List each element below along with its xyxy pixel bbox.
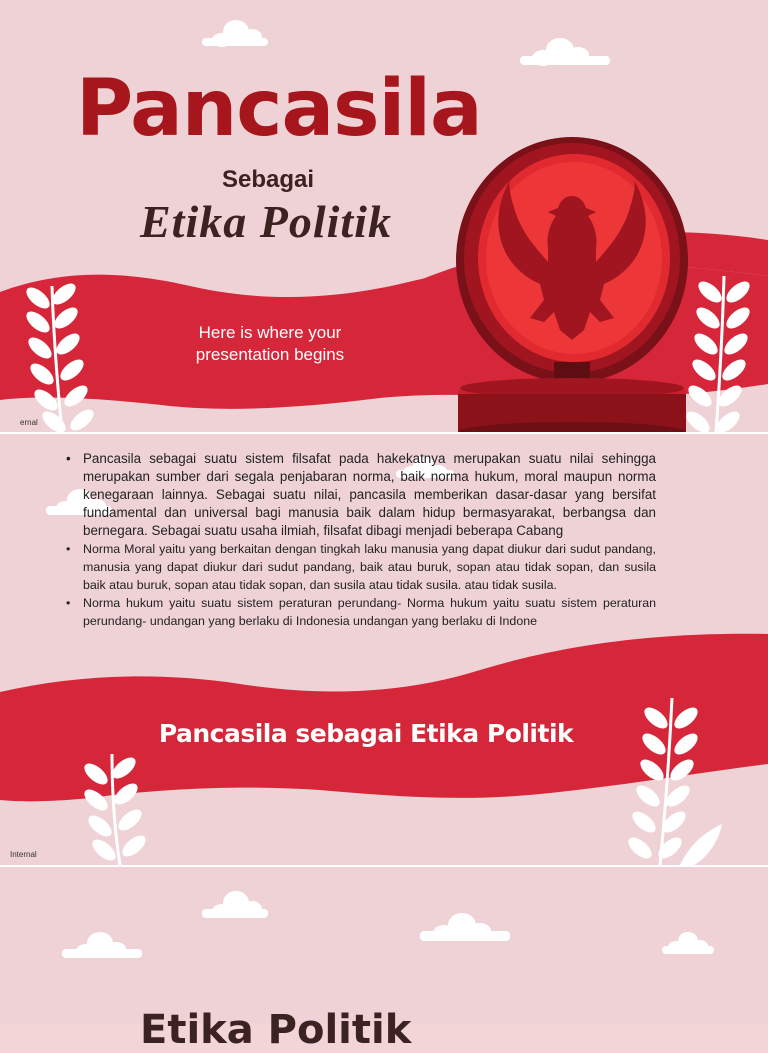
cloud-decoration xyxy=(62,932,142,958)
cloud-decoration xyxy=(202,891,268,918)
classification-tag: ernal xyxy=(20,418,38,427)
garuda-emblem-icon xyxy=(456,137,688,442)
banner-title: Pancasila sebagai Etika Politik xyxy=(158,719,574,748)
title-sebagai: Sebagai xyxy=(222,166,315,193)
slide-2 xyxy=(0,434,768,865)
slide-1 xyxy=(0,0,768,432)
cloud-decoration xyxy=(202,20,268,47)
cloud-decoration xyxy=(520,38,610,66)
bullet-item: • Norma hukum yaitu suatu sistem peraturan perundang- Norma hukum yaitu suatu sistem peraturan perundang- undangan yang berlaku di Indonesia undangan yang berlaku di Indone xyxy=(66,594,656,630)
cloud-decoration xyxy=(420,913,510,941)
title-etika-politik: Etika Politik xyxy=(140,196,392,247)
classification-tag: Internal xyxy=(10,850,37,859)
page-title: Pancasila xyxy=(76,64,482,154)
slide-subtitle: Here is where your presentation begins xyxy=(195,323,345,364)
slide-3-title: Etika Politik xyxy=(140,1007,412,1053)
bullet-item: • Pancasila sebagai suatu sistem filsafat pada hakekatnya merupakan suatu nilai sehingga merupakan sumber dari segala penjabaran norma, baik norma hukum, moral maupun norma kenegaraan lainnya. Sebagai suatu nilai, pancasila memberikan dasar-dasar yang bersifat fundamental dan universal bagi manusia baik dalam hidup bermasyarakat, berbangsa dan bernegara. Sebagai suatu usaha ilmiah, filsafat dibagi menjadi beberapa Cabang xyxy=(66,450,656,540)
slide-3-background xyxy=(0,867,768,1024)
bullet-list xyxy=(66,450,656,630)
slide-3 xyxy=(0,867,768,1053)
cloud-decoration xyxy=(662,932,714,954)
bullet-item: • Norma Moral yaitu yang berkaitan dengan tingkah laku manusia yang dapat diukur dari sudut pandang, manusia yang dapat diukur dari sudut pandang, baik atau buruk, sopan atau tidak sopan, dan susila baik atau buruk, sopan atau tidak sopan, dan susila atau tidak susila. atau tidak susila. xyxy=(66,540,656,594)
